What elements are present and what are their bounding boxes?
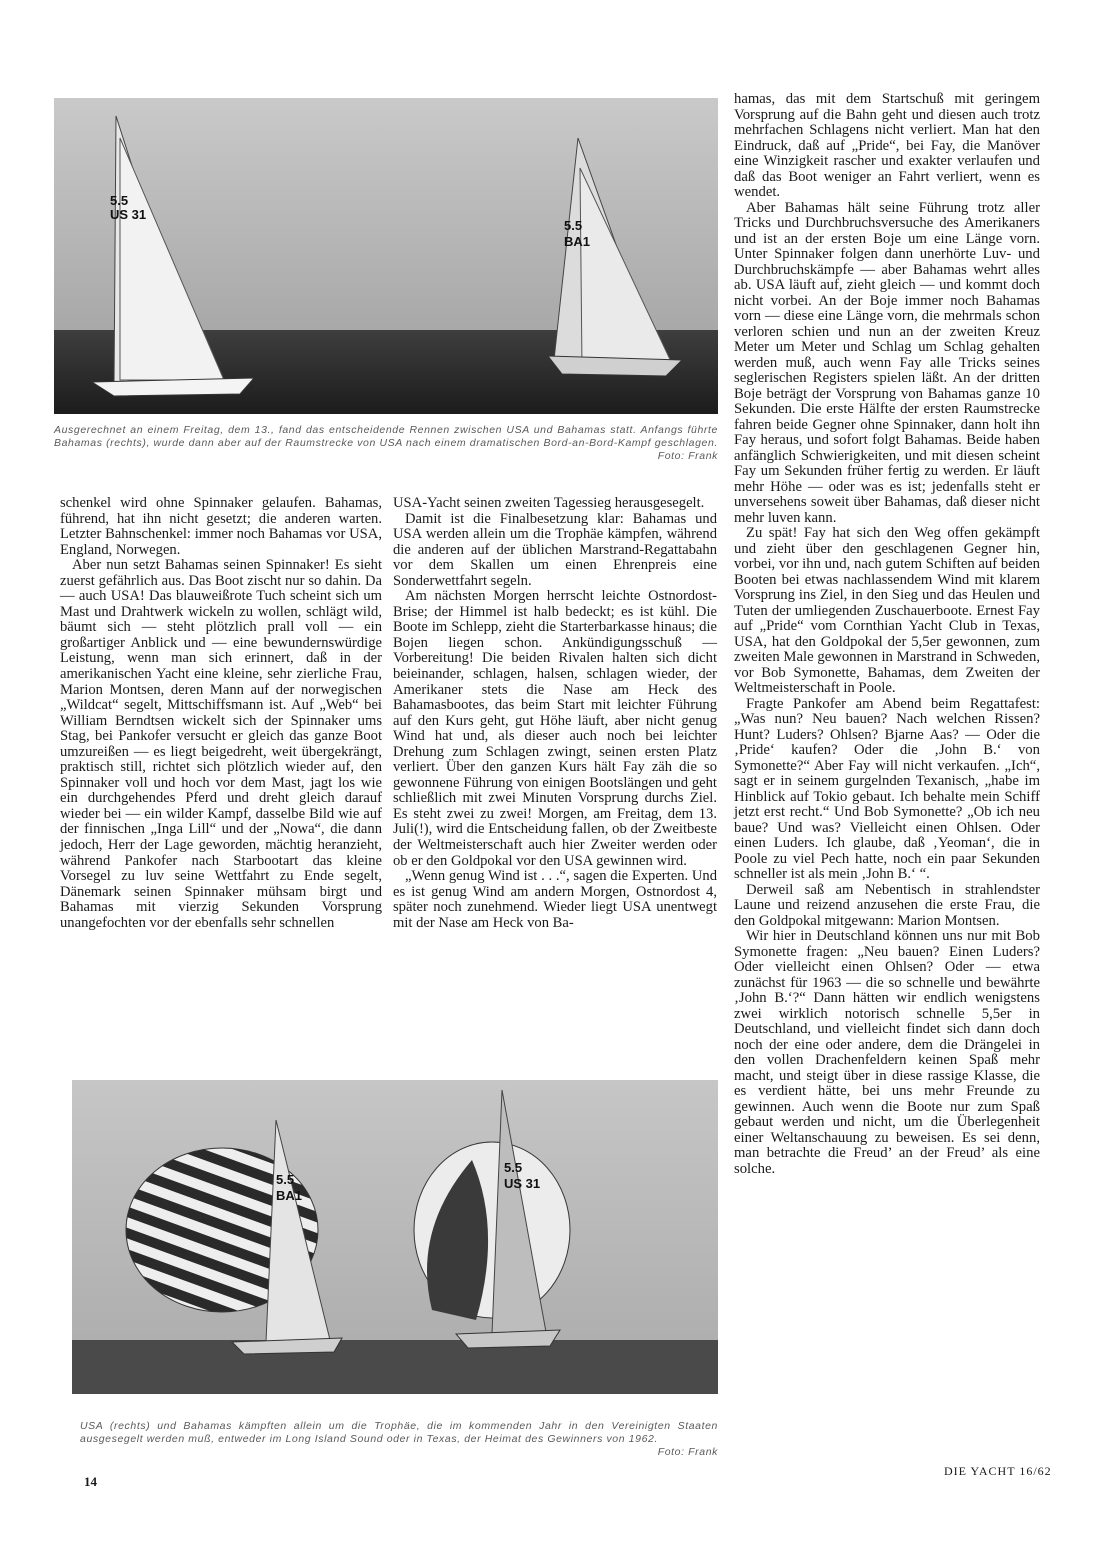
- sail-number-id: BA1: [564, 234, 591, 249]
- bottom-photo-caption: [80, 1420, 718, 1459]
- paragraph: Aber nun setzt Bahamas seinen Spinnaker! Es sieht zuerst gefährlich aus. Das Boot zischt nur so dahin. Da — auch USA! Das blauweißrote Tuch scheint sich um Mast und Drahtwerk wickeln zu wollen, schlägt wild, bäumt sich — steht plötzlich prall voll — ein großartiger Anblick und — eine bewundernswürdige Leistung, wenn man sich erinnert, daß in der amerikanischen Yacht eine kleine, sehr zierliche Frau, Marion Montsen, deren Mann auf der norwegischen „Wildcat“ segelt, Mittschiffsmann ist. Auf „Web“ bei William Berndtsen wickelt sich der Spinnaker ums Stag, bei Pankofer versucht er gleich das ganze Boot umzureißen — es liegt beigedreht, weit übergekrängt, praktisch still, richtet sich plötzlich wieder auf, den Spinnaker voll und hoch vor dem Mast, jagt los wie ein durchgehendes Pferd und dreht gleich darauf wieder bei — ein wilder Kampf, dasselbe Bild wie auf der finnischen „Inga Lill“ und der „Nowa“, die dann jedoch, Herr der Lage geworden, mächtig heranzieht, während Pankofer nach Starbootart das kleine Vorsegel zu luv seine Wettfahrt zu Ende segelt, Dänemark seinen Spinnaker mühsam birgt und Bahamas mit vierzig Sekunden Vorsprung unangefochten vor der ebenfalls sehr schnellen: [60, 557, 382, 931]
- paragraph: Am nächsten Morgen herrscht leichte Ostnordost-Brise; der Himmel ist halb bedeckt; es ist kühl. Die Boote im Schlepp, zieht die Starterbarkasse hinaus; die Bojen liegen schon. Ankündigungsschuß — Vorbereitung! Die beiden Rivalen halten sich dicht beieinander, schlagen, halsen, schlagen wieder, der Amerikaner stets die Nase am Heck des Bahamasbootes, das beim Start mit leichter Führung auf den Kurs geht, gut Höhe läuft, aber nicht genug Wind hat und, als dieser auch noch bei leichter Drehung zum Schlagen zwingt, seinen ersten Platz verliert. Über den ganzen Kurs hält Fay zäh die so gewonnene Führung von einigen Bootslängen und geht schließlich mit zwei Minuten Vorsprung durchs Ziel. Es steht zwei zu zwei! Morgen, am Freitag, dem 13. Juli(!), wird die Entscheidung fallen, ob der Zweitbeste der Weltmeisterschaft auch hier Zweiter werden oder ob er den Goldpokal vor den USA gewinnen wird.: [393, 588, 717, 869]
- sail-number-right: [504, 1160, 540, 1192]
- sail-number-class: 5.5: [504, 1160, 523, 1175]
- sail-number-id: US 31: [504, 1176, 541, 1191]
- paragraph: USA-Yacht seinen zweiten Tagessieg herausgesegelt.: [393, 495, 705, 511]
- paragraph: Fragte Pankofer am Abend beim Regattafest: „Was nun? Neu bauen? Nach welchen Rissen? Hunt? Luders? Ohlsen? Bjarne Aas? — Oder die ‚Pride‘ kaufen? Oder die ‚John B.‘ von Symonette?“ Aber Fay will nicht verkaufen. „Ich“, sagt er in seinem gurgelnden Texanisch, „habe im Hinblick auf Tokio gebaut. Ich behalte mein Schiff jetzt erst recht.“ Und Bob Symonette? „Ob ich neu baue? Und was? Vielleicht einen Ohlsen. Oder einen Luders. Ich glaube, daß ‚Yeoman‘, die in Poole zu viel Pech hatte, noch ein paar Sekunden schneller ist als mein ‚John B.‘ “.: [734, 695, 1040, 882]
- sail-number-right: [564, 218, 590, 250]
- bottom-photo: [72, 1080, 718, 1394]
- paragraph: „Wenn genug Wind ist . . .“, sagen die Experten. Und es ist genug Wind am andern Morgen, Ostnordost 4, später noch zunehmend. Wieder liegt USA unentwegt mit der Nase am Heck von Ba-: [393, 868, 717, 931]
- sail-number-id: BA1: [276, 1188, 303, 1203]
- paragraph: Aber Bahamas hält seine Führung trotz aller Tricks und Durchbruchsversuche des Amerikaners und ist an der ersten Boje um eine Länge vorn. Unter Spinnaker folgen dann unerhörte Luv- und Durchbruchskämpfe — aber Bahamas wehrt alles ab. USA läuft auf, zieht gleich — und kommt doch nicht vorbei. An der Boje immer noch Bahamas vorn — diese eine Länge vorn, die mehrmals schon verloren schien und nun an der zweiten Kreuz Meter um Meter und Schlag um Schlag gehalten werden muß, auch wenn Fay alle Tricks seines seglerischen Registers spielen läßt. An der dritten Boje beträgt der Vorsprung von Bahamas ganze 10 Sekunden. Die erste Hälfte der ersten Raumstrecke fahren beide Gegner ohne Spinnaker, dann holt ihn Fay heraus, und sofort folgt Bahamas. Beide haben anfänglich Schwierigkeiten, und mit diesen scheint Fay um Sekunden früher fertig zu werden. Er läuft mehr Höhe — oder was es ist; jedenfalls steht er unversehens soweit über Bahamas, daß dieser nicht mehr luven kann.: [734, 199, 1040, 526]
- column-1: [60, 496, 382, 931]
- paragraph: Damit ist die Finalbesetzung klar: Bahamas und USA werden allein um die Trophäe kämpfen, während die anderen auf der üblichen Marstrand-Regattabahn vor dem Skallen um einen Ehrenpreis eine Sonderwettfahrt segeln.: [393, 510, 717, 589]
- top-photo-caption: [54, 424, 718, 463]
- caption-text: USA (rechts) und Bahamas kämpften allein um die Trophäe, die im kommenden Jahr in den Vereinigten Staaten ausgesegelt werden muß, entweder im Long Island Sound oder in Texas, der Heimat des Gewinners von 1962.: [80, 1420, 718, 1445]
- top-photo: [54, 98, 718, 414]
- paragraph: schenkel wird ohne Spinnaker gelaufen. Bahamas, führend, hat ihn nicht gesetzt; die anderen warten. Letzter Bahnschenkel: immer noch Bahamas vor USA, England, Norwegen.: [60, 495, 382, 558]
- paragraph: Derweil saß am Nebentisch in strahlendster Laune und reizend anzusehen die erste Frau, die den Goldpokal mitgewann: Marion Montsen.: [734, 881, 1040, 929]
- photo-credit: Foto: Frank: [657, 1446, 718, 1458]
- sail-number-class: 5.5: [276, 1172, 295, 1187]
- paragraph: hamas, das mit dem Startschuß mit geringem Vorsprung auf die Bahn geht und diesen auch trotz mehrfachen Schlagens nicht verliert. Man hat den Eindruck, daß auf „Pride“, bei Fay, die Manöver eine Winzigkeit rascher und exakter verlaufen und daß das Boot weniger an Fahrt verliert, wenn es wendet.: [734, 91, 1040, 200]
- page-number: 14: [84, 1474, 97, 1489]
- caption-text: Ausgerechnet an einem Freitag, dem 13., fand das entscheidende Rennen zwischen USA und Bahamas statt. Anfangs führte Bahamas (rechts), wurde dann aber auf der Raumstrecke von USA nach einem dramatischen Bord-an-Bord-Kampf geschlagen.: [54, 424, 718, 449]
- sail-number-left: [110, 194, 146, 222]
- journal-footer: DIE YACHT 16/62: [944, 1464, 1052, 1478]
- photo-credit: Foto: Frank: [657, 450, 718, 462]
- column-3: [734, 92, 1040, 1177]
- sail-number-left: [276, 1172, 302, 1204]
- sail-number-id: US 31: [110, 207, 147, 222]
- paragraph: Wir hier in Deutschland können uns nur mit Bob Symonette fragen: „Neu bauen? Einen Luders? Oder vielleicht einen Ohlsen? Oder — etwa zunächst für 1963 — die so schnelle und bewährte ‚John B.‘?“ Dann hätten wir endlich wenigstens zwei wirklich notorisch schnelle 5,5er in Deutschland, und vielleicht findet sich dann doch noch der eine oder andere, dem die Drängelei in den vollen Drachenfeldern keinen Spaß mehr macht, und steigt über in diese rassige Klasse, die es verdient hätte, bei uns mehr Freunde zu gewinnen. Auch wenn die Boote nur zum Spaß gebaut werden und nicht, um die Überlegenheit einer Weltanschauung zu beweisen. Es sei denn, man betrachte die Freud’ an der Freud’ als eine solche.: [734, 928, 1040, 1177]
- column-2: [393, 496, 717, 931]
- sail-number-class: 5.5: [110, 193, 129, 208]
- paragraph: Zu spät! Fay hat sich den Weg offen gekämpft und zieht über den geschlagenen Gegner hin, vorbei, vor ihn und, nach gutem Schiften auf beiden Booten bei etwas nachlassendem Wind mit klarem Vorsprung ins Ziel, in den Sieg und das Heulen und Tuten der umliegenden Zuschauerboote. Ernest Fay auf „Pride“ vom Cornthian Yacht Club in Texas, USA, hat den Goldpokal der 5,5er gewonnen, zum zweiten Male gewonnen in Marstrand in Schweden, vor Bob Symonette, Bahamas, dem Zweiten der Weltmeisterschaft in Poole.: [734, 525, 1040, 696]
- sail-number-class: 5.5: [564, 218, 583, 233]
